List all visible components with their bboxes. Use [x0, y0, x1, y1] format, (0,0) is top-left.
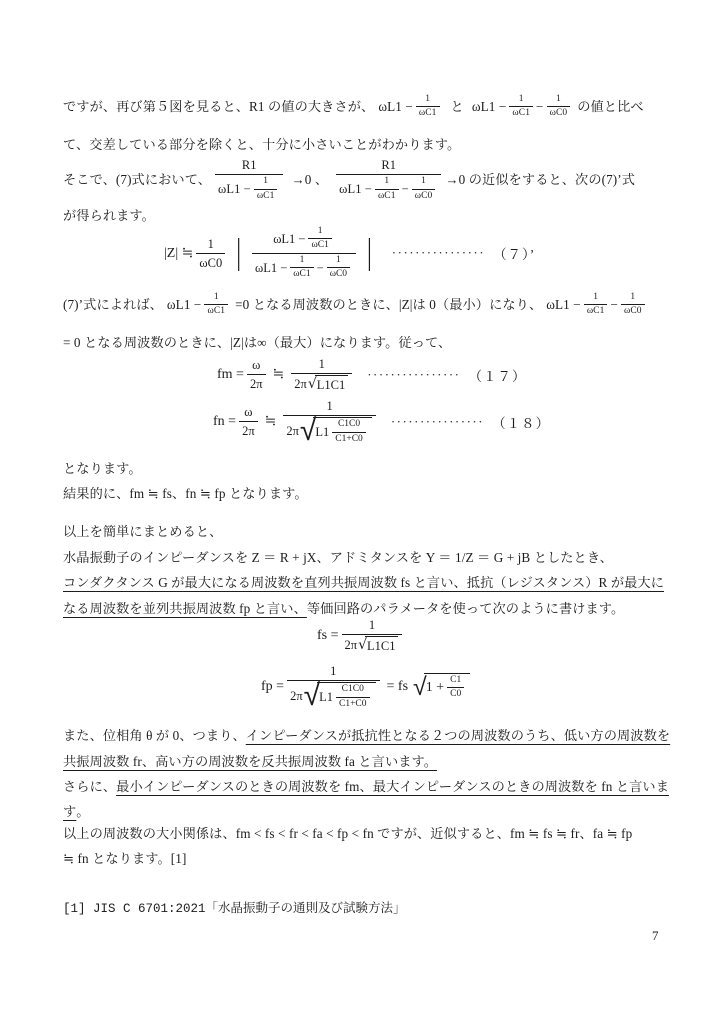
- equation-label: （１８）: [492, 415, 551, 431]
- denominator: [252, 253, 356, 281]
- fraction-1-over-wC1: $\frac{1}{\omega C1}$: [584, 292, 608, 318]
- math-term: ωL1 −: [218, 182, 251, 197]
- reference-citation: [63, 900, 406, 919]
- abs-bar-right: |: [365, 234, 374, 273]
- underlined-text: なる周波数を並列共振周波数 fp と言い、: [63, 601, 307, 616]
- text-run: となります。: [63, 461, 142, 476]
- text-run: 。: [76, 804, 90, 819]
- math-one-plus: 1 +: [425, 679, 445, 695]
- fraction-1-over-wC1: $\frac{1}{\omega C1}$: [509, 94, 533, 120]
- math-term: ωL1 −: [166, 296, 202, 312]
- math-wL1-minus-two-fracs: [546, 292, 647, 318]
- radicand: [317, 682, 375, 710]
- denominator: [342, 634, 403, 654]
- fraction-1-over-wC0: $\frac{1}{\omega C0}$: [327, 255, 350, 281]
- fraction-1-over-wC1: $\frac{1}{\omega C1}$: [254, 176, 278, 202]
- math-L1: L1: [319, 690, 333, 705]
- math-minus: −: [316, 260, 324, 275]
- text-run: (7)’式によれば、: [63, 296, 163, 312]
- sqrt-L1C1: √ L1C1: [358, 636, 398, 654]
- sqrt-L1-C1C0-over-C1plusC0: √ L1 $\frac{C1C0}{C1+C0}$: [300, 417, 372, 445]
- equation-label: （７）’: [493, 247, 536, 263]
- paragraph-4-line-2: [63, 484, 308, 504]
- numerator: [270, 226, 338, 253]
- paragraph-2-line-2: [63, 206, 155, 226]
- denominator: [283, 413, 375, 449]
- text-run: ≒ fn となります。[1]: [63, 851, 187, 866]
- math-approx: ≒: [272, 367, 285, 383]
- fraction-1-over-2pi-sqrt-series: 1 2π √ L1 $\frac{C1C0}{C1+C0}$: [283, 398, 375, 445]
- underlined-text: 共振周波数 fr、高い方の周波数を反共振周波数 fa と言います。: [63, 754, 438, 769]
- fraction-C1C0-over-C1plusC0: $\frac{C1C0}{C1+C0}$: [336, 684, 370, 710]
- fraction-1-over-wC0: $\frac{1}{\omega C0}$: [547, 94, 571, 120]
- fraction-C1-over-C0: $\frac{C1}{C0}$: [447, 675, 464, 701]
- math-fp: fp =: [261, 678, 285, 694]
- paragraph-3-line-1: [63, 292, 652, 318]
- math-fn: fn =: [213, 413, 237, 429]
- paragraph-5-line-4: [63, 599, 624, 619]
- abs-bar-left: |: [234, 234, 243, 273]
- denominator: [215, 174, 283, 202]
- math-fs: fs =: [317, 627, 339, 643]
- denominator: [336, 174, 441, 202]
- text-run: が得られます。: [63, 208, 155, 223]
- text-run: て、交差している部分を除くと、十分に小さいことがわかります。: [63, 137, 461, 152]
- equation-17: [217, 356, 526, 394]
- paragraph-4-line-1: [63, 459, 142, 479]
- text-run: →0 、: [291, 171, 329, 187]
- text-run: さらに、: [63, 779, 117, 794]
- math-2pi: 2π: [344, 638, 358, 653]
- page-number: 7: [652, 928, 659, 943]
- fraction-C1C0-over-C1plusC0: $\frac{C1C0}{C1+C0}$: [332, 419, 366, 445]
- math-term: ωL1 −: [273, 231, 306, 246]
- fraction-R1-over-series-parallel: R1 ωL1 − $\frac{1}{\omega C1}$ − $\frac{1}{\omega C0}$: [336, 157, 441, 202]
- text-run: 以上を簡単にまとめると、: [63, 524, 223, 539]
- text-run: そこで、(7)式において、: [63, 171, 212, 187]
- paragraph-6-line-3: [63, 777, 669, 797]
- paragraph-5-line-2: [63, 548, 613, 568]
- math-2pi: 2π: [290, 689, 303, 704]
- equation-label: （１７）: [468, 368, 527, 384]
- paragraph-6-line-1: [63, 726, 670, 746]
- denominator: [287, 678, 379, 714]
- paragraph-6-line-4: [63, 802, 90, 822]
- math-absZ: |Z| ≒: [164, 245, 194, 261]
- fraction-1-over-wC1: $\frac{1}{\omega C1}$: [290, 255, 313, 281]
- equation-fp: [261, 663, 471, 714]
- fraction-1-over-wC1: $\frac{1}{\omega C1}$: [416, 94, 440, 120]
- text-run: ですが、再び第５図を見ると、R1 の値の大きさが、: [63, 98, 375, 114]
- math-L1: L1: [315, 425, 330, 440]
- fraction-R1-over-series: R1 ωL1 − $\frac{1}{\omega C1}$: [215, 157, 283, 202]
- fraction-1-over-wC0: $\frac{1}{\omega C0}$: [196, 236, 225, 272]
- text-run: 結果的に、fm ≒ fs、fn ≒ fp となります。: [63, 486, 308, 501]
- text-run: と: [450, 98, 464, 114]
- equation-fs: [317, 617, 405, 655]
- text-run: また、位相角 θ が 0、つまり、: [63, 728, 246, 743]
- math-minus: −: [401, 182, 409, 197]
- fraction-1-over-wC1: $\frac{1}{\omega C1}$: [375, 176, 399, 202]
- math-term: ωL1 −: [339, 182, 372, 197]
- math-minus: −: [610, 296, 618, 312]
- paragraph-1-line-1: [63, 94, 644, 120]
- math-minus: −: [536, 98, 544, 114]
- text-run: 水晶振動子のインピーダンスを Z ＝ R + jX、アドミタンスを Y ＝ 1/Z ＝ G + jB としたとき、: [63, 550, 613, 565]
- math-wL1-minus-two-fracs: [472, 94, 573, 120]
- paragraph-6-line-2: [63, 752, 437, 772]
- dot-leader: ················: [391, 245, 486, 261]
- paragraph-7-line-1: [63, 824, 632, 844]
- math-fm: fm =: [217, 366, 244, 382]
- math-term: ωL1 −: [471, 98, 507, 114]
- text-run: →0 の近似をすると、次の(7)’式: [445, 171, 636, 187]
- math-term: ωL1 −: [254, 260, 288, 275]
- underlined-text: 最小インピーダンスのときの周波数を fm、最大インピーダンスのときの周波数を fn と言いま: [116, 779, 670, 794]
- paragraph-5-line-3: [63, 573, 664, 593]
- radicand: [313, 417, 371, 445]
- underlined-text: す: [63, 804, 77, 819]
- sqrt-L1-C1C0-over-C1plusC0: √ L1 $\frac{C1C0}{C1+C0}$: [304, 682, 376, 710]
- fraction-1-over-wC0: $\frac{1}{\omega C0}$: [621, 292, 645, 318]
- math-2pi: 2π: [294, 377, 307, 392]
- sqrt-1-plus-C1-over-C0: √ 1 + $\frac{C1}{C0}$: [413, 673, 470, 701]
- fraction-1-over-wC1: $\frac{1}{\omega C1}$: [308, 226, 331, 252]
- paragraph-5-line-1: [63, 522, 222, 542]
- equation-7-prime: [164, 226, 535, 281]
- paragraph-7-line-2: [63, 849, 186, 869]
- fraction-1-over-wC1: $\frac{1}{\omega C1}$: [204, 292, 228, 318]
- text-run: =0 となる周波数のときに、|Z|は 0（最小）になり、: [235, 296, 543, 312]
- fraction-1-over-2pi-sqrt-L1C1: 1 2π √ L1C1: [291, 356, 352, 394]
- paragraph-1-line-2: [63, 135, 460, 155]
- dot-leader: ················: [367, 366, 461, 382]
- underlined-text: コンダクタンス G が最大になる周波数を直列共振周波数 fs と言い、抵抗（レジスタンス）R が最大に: [63, 575, 664, 590]
- math-equals-fs: = fs: [386, 678, 409, 694]
- underlined-text: インピーダンスが抵抗性となる２つの周波数のうち、低い方の周波数を: [245, 728, 671, 743]
- text-run: = 0 となる周波数のときに、|Z|は∞（最大）になります。従って、: [63, 335, 452, 350]
- fraction-omega-over-2pi: $\frac{\omega}{2\pi}$: [239, 404, 258, 440]
- denominator: [291, 373, 352, 393]
- math-2pi: 2π: [286, 424, 299, 439]
- math-wL1-minus-frac: [378, 94, 442, 120]
- text-run: の値と比べ: [577, 98, 644, 114]
- paragraph-3-line-2: [63, 333, 451, 353]
- math-wL1-minus-frac: [167, 292, 231, 318]
- dot-leader: ················: [390, 413, 485, 429]
- fraction-1-over-2pi-sqrt-L1C1: 1 2π √ L1C1: [342, 617, 403, 655]
- math-term: ωL1 −: [546, 296, 581, 312]
- equation-18: [213, 398, 551, 449]
- text-run: 等価回路のパラメータを使って次のように書けます。: [306, 601, 625, 616]
- text-run: 以上の周波数の大小関係は、fm < fs < fr < fa < fp < fn ですが、近似すると、fm ≒ fs ≒ fr、fa ≒ fp: [63, 826, 633, 841]
- fraction-1-over-2pi-sqrt-series: 1 2π √ L1 $\frac{C1C0}{C1+C0}$: [287, 663, 379, 710]
- paragraph-2-line-1: [63, 157, 635, 202]
- math-approx: ≒: [264, 414, 277, 430]
- radicand: [424, 673, 471, 701]
- sqrt-L1C1: √ L1C1: [308, 375, 348, 393]
- math-term: ωL1 −: [378, 98, 413, 114]
- fraction-omega-over-2pi: $\frac{\omega}{2\pi}$: [247, 357, 266, 393]
- fraction-main: [252, 226, 356, 281]
- text-run: [1] JIS C 6701:2021「水晶振動子の通則及び試験方法」: [63, 902, 406, 916]
- fraction-1-over-wC0: $\frac{1}{\omega C0}$: [412, 176, 436, 202]
